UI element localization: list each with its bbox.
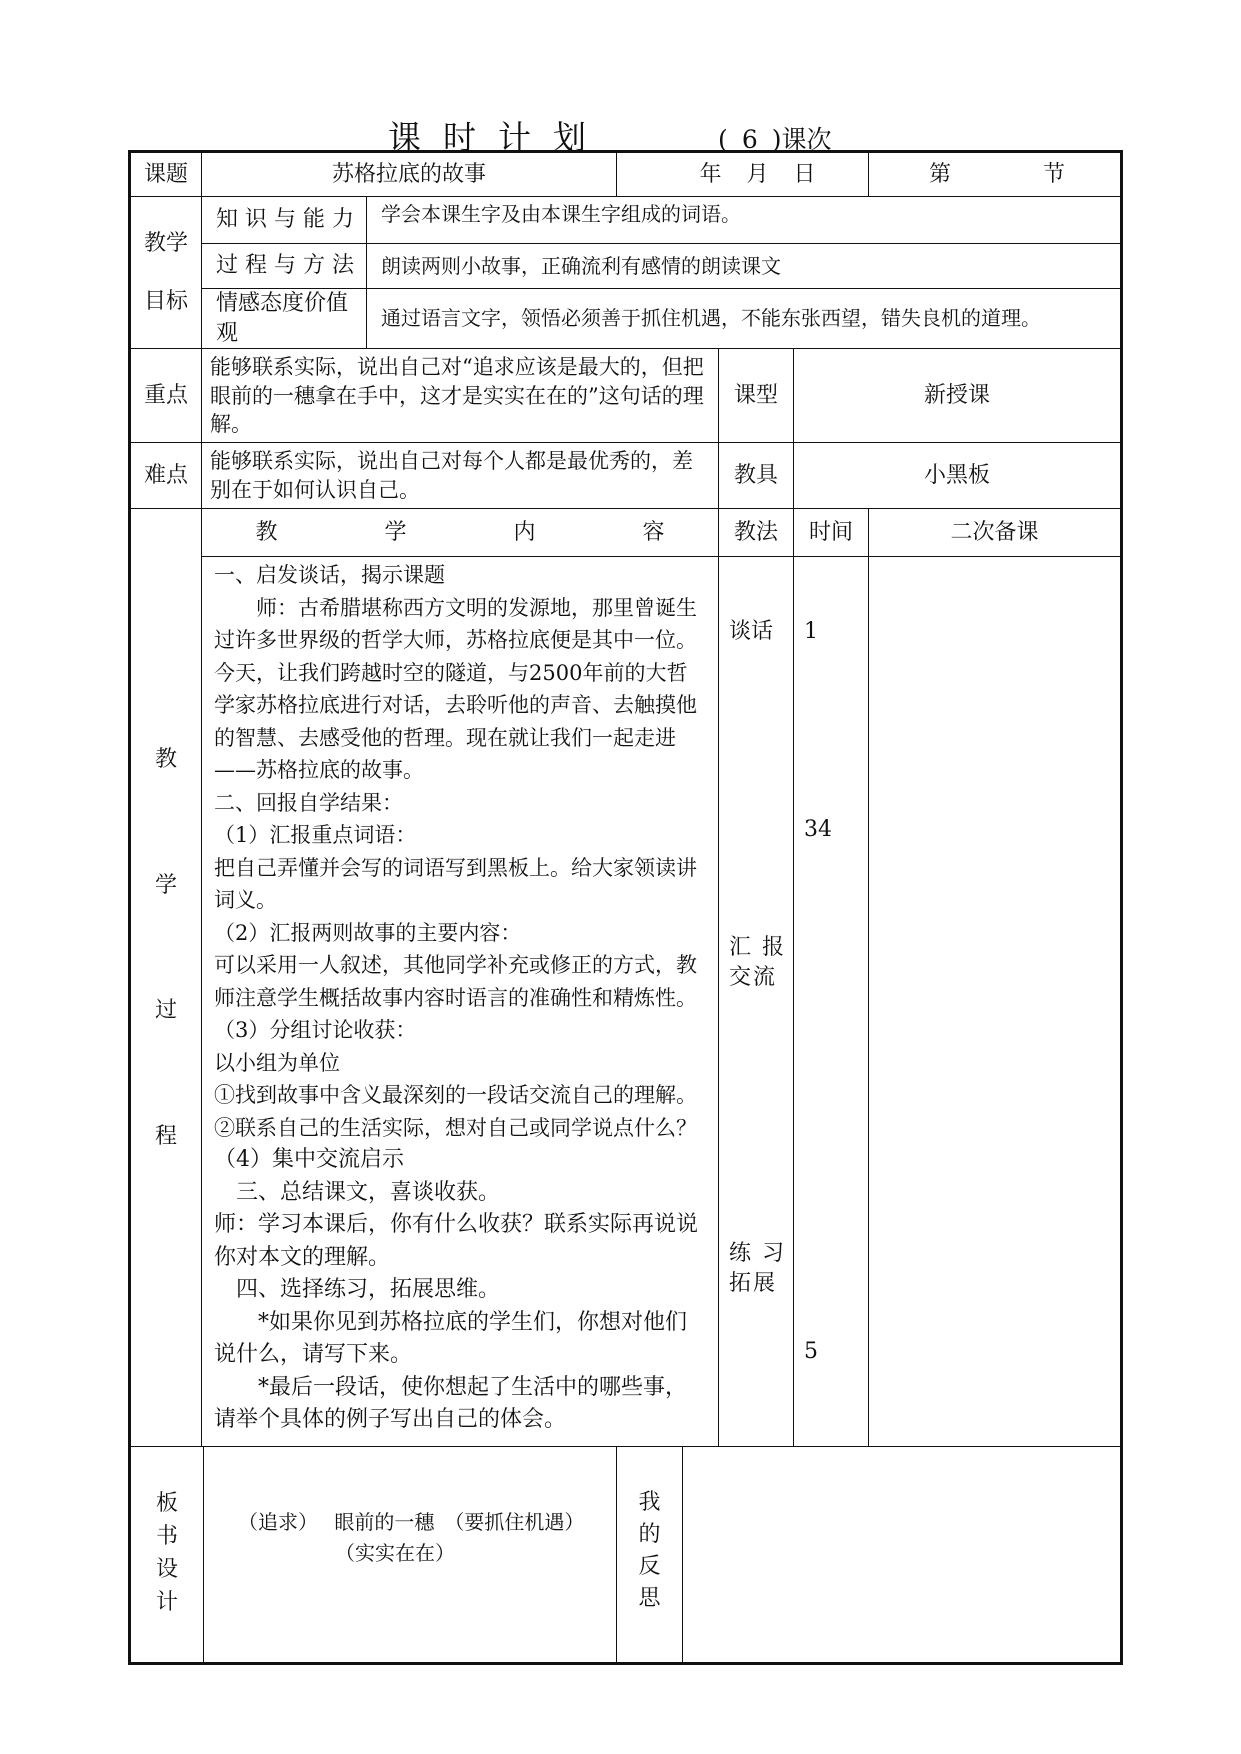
content-line: 三、总结课文，喜谈收获。: [214, 1179, 501, 1205]
reflection-char: 的: [638, 1522, 661, 1548]
method-talk: 谈话: [729, 619, 774, 645]
teaching-content: [202, 557, 719, 1447]
content-line: *如果你见到苏格拉底的学生们，你想对他们说什么，请写下来。: [214, 1309, 688, 1368]
content-line: 师：古希腊堪称西方文明的发源地，那里曾诞生过许多世界级的哲学大师，苏格拉底便是其中一位。今天，让我们跨越时空的隧道，与2500年前的大哲学家苏格拉底进行对话，去聆听他的声音、去触摸他的智慧、去感受他的哲理。现在就让我们一起走进——苏格拉底的故事。: [214, 595, 697, 783]
objective-text-emotion: 通过语言文字，领悟必须善于抓住机遇，不能东张西望，错失良机的道理。: [367, 289, 1122, 349]
content-line: 师：学习本课后，你有什么收获？联系实际再说说你对本文的理解。: [214, 1212, 699, 1270]
objective-label-knowledge: 知 识 与 能 力: [202, 197, 367, 244]
board-line-1: （追求） 眼前的一穗 （要抓住机遇）: [238, 1510, 585, 1535]
content-line: （2）汇报两则故事的主要内容：: [214, 920, 522, 945]
objective-text-knowledge: 学会本课生字及由本课生字组成的词语。: [367, 197, 1122, 244]
method-practice: 练 习 拓展: [729, 1241, 787, 1296]
objective-label-emotion: 情感态度价值观: [202, 289, 367, 349]
lesson-prefix: (: [718, 125, 728, 154]
lesson-type-label: 课型: [719, 349, 794, 443]
lesson-type-value: 新授课: [794, 349, 1122, 443]
content-header: 教 学 内 容: [202, 509, 719, 557]
date-cell: [617, 152, 869, 197]
process-side-label: [130, 509, 202, 1447]
date-year: 年: [699, 161, 722, 187]
reflection-char: 反: [638, 1554, 661, 1580]
teaching-aid-label: 教具: [719, 443, 794, 509]
board-line-2: （实实在在）: [335, 1541, 455, 1566]
lesson-suffix: )课次: [771, 125, 832, 154]
difficulty-text: 能够联系实际，说出自己对每个人都是最优秀的，差别在于如何认识自己。: [202, 443, 719, 509]
content-line: 以小组为单位: [214, 1050, 340, 1075]
content-line: ②联系自己的生活实际，想对自己或同学说点什么？: [214, 1115, 697, 1140]
backup-column: [869, 557, 1122, 1447]
process-side-char-1: 教: [154, 747, 177, 773]
lesson-plan-table: [128, 150, 1123, 1665]
process-side-char-4: 程: [154, 1124, 177, 1150]
method-column: [719, 557, 794, 1447]
reflection-content: [683, 1447, 1120, 1662]
date-day: 日: [793, 161, 816, 187]
content-line: 把自己弄懂并会写的词语写到黑板上。给大家领读讲词义。: [214, 855, 697, 913]
difficulty-label: 难点: [130, 443, 202, 509]
content-line: 二、回报自学结果：: [214, 790, 403, 815]
time-1: 1: [804, 619, 819, 645]
objectives-label-top: 教学: [143, 231, 188, 256]
content-line: ①找到故事中含义最深刻的一段话交流自己的理解。: [214, 1083, 697, 1108]
reflection-char: 思: [638, 1586, 661, 1612]
content-line: *最后一段话，使你想起了生活中的哪些事，请举个具体的例子写出自己的体会。: [214, 1374, 688, 1433]
reflection-label: [617, 1447, 683, 1662]
process-side-char-2: 学: [154, 872, 177, 898]
time-column: [794, 557, 869, 1447]
board-label-char: 板: [155, 1491, 178, 1517]
objective-label-process: 过 程 与 方 法: [202, 244, 367, 289]
key-point-text: 能够联系实际，说出自己对“追求应该是最大的，但把眼前的一穗拿在手中，这才是实实在在的”这句话的理解。: [202, 349, 719, 443]
board-label-char: 设: [155, 1557, 178, 1583]
content-line: （3）分组讨论收获：: [214, 1018, 417, 1043]
content-line: （4）集中交流启示: [214, 1147, 404, 1173]
content-line: （1）汇报重点词语：: [214, 823, 417, 848]
board-label: [131, 1447, 204, 1662]
period-cell: [869, 152, 1122, 197]
objectives-label-bottom: 目标: [143, 288, 188, 314]
topic-value: 苏格拉底的故事: [202, 152, 617, 197]
teaching-aid-value: 小黑板: [794, 443, 1122, 509]
board-row: [130, 1447, 1122, 1664]
board-content: [204, 1447, 617, 1662]
page-title: 课时计划: [388, 118, 608, 157]
backup-header: 二次备课: [869, 509, 1122, 557]
content-line: 可以采用一人叙述，其他同学补充或修正的方式，教师注意学生概括故事内容时语言的准确性和精炼性。: [214, 953, 697, 1010]
method-header: 教法: [719, 509, 794, 557]
objectives-label: [130, 197, 202, 349]
topic-label: 课题: [130, 152, 202, 197]
board-label-char: 书: [155, 1524, 178, 1550]
key-point-label: 重点: [130, 349, 202, 443]
board-label-char: 计: [155, 1590, 178, 1616]
process-side-char-3: 过: [154, 998, 177, 1024]
date-month: 月: [746, 161, 769, 187]
content-line: 四、选择练习，拓展思维。: [214, 1277, 501, 1303]
period-di: 第: [929, 161, 952, 187]
reflection-char: 我: [638, 1490, 661, 1516]
content-line: 一、启发谈话，揭示课题: [214, 563, 445, 588]
time-3: 5: [804, 1339, 819, 1365]
method-report: 汇 报 交流: [729, 935, 787, 990]
time-header: 时间: [794, 509, 869, 557]
time-2: 34: [804, 817, 833, 843]
lesson-number-value: 6: [741, 125, 758, 154]
objective-text-process: 朗读两则小故事，正确流利有感情的朗读课文: [367, 244, 1122, 289]
period-jie: 节: [1043, 161, 1066, 187]
